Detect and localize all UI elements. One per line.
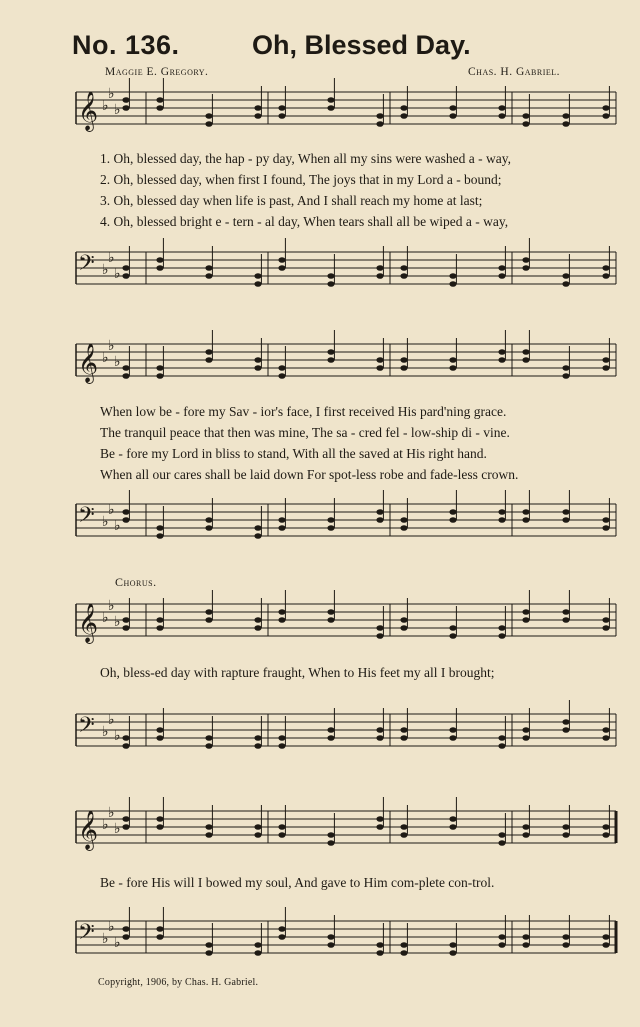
note-head xyxy=(205,824,212,830)
note-head xyxy=(562,824,569,830)
note-head xyxy=(278,365,285,371)
note-head xyxy=(205,349,212,355)
note-head xyxy=(327,609,334,615)
flat-icon: ♭ xyxy=(102,817,109,833)
lyric-line: 4. Oh, blessed bright e - tern - al day, When tears shall all be wiped a - way, xyxy=(100,214,509,229)
note-head xyxy=(156,816,163,822)
note-head xyxy=(278,113,285,119)
note-head xyxy=(400,727,407,733)
note-head xyxy=(522,509,529,515)
note-head xyxy=(498,273,505,279)
note-head xyxy=(327,281,334,287)
note-head xyxy=(522,357,529,363)
note-head xyxy=(400,625,407,631)
note-head xyxy=(205,121,212,127)
note-head xyxy=(498,517,505,523)
note-head xyxy=(156,97,163,103)
lyric-line: When all our cares shall be laid down For spot-less robe and fade-less crown. xyxy=(100,467,519,482)
note-head xyxy=(254,525,261,531)
note-head xyxy=(449,113,456,119)
note-head xyxy=(205,525,212,531)
note-head xyxy=(562,517,569,523)
note-head xyxy=(602,625,609,631)
note-head xyxy=(400,617,407,623)
note-head xyxy=(327,273,334,279)
note-head xyxy=(498,113,505,119)
note-head xyxy=(278,832,285,838)
note-head xyxy=(376,942,383,948)
note-head xyxy=(562,609,569,615)
note-head xyxy=(205,113,212,119)
note-head xyxy=(498,735,505,741)
note-head xyxy=(254,824,261,830)
note-head xyxy=(376,273,383,279)
note-head xyxy=(400,832,407,838)
note-head xyxy=(449,517,456,523)
note-head xyxy=(376,121,383,127)
note-head xyxy=(522,617,529,623)
note-head xyxy=(498,509,505,515)
note-head xyxy=(376,509,383,515)
note-head xyxy=(278,934,285,940)
note-head xyxy=(562,509,569,515)
note-head xyxy=(122,926,129,932)
note-head xyxy=(122,265,129,271)
note-head xyxy=(122,735,129,741)
note-head xyxy=(278,525,285,531)
note-head xyxy=(327,349,334,355)
note-head xyxy=(602,617,609,623)
treble-staff xyxy=(68,338,620,383)
note-head xyxy=(278,373,285,379)
note-head xyxy=(498,633,505,639)
note-head xyxy=(278,265,285,271)
note-head xyxy=(602,934,609,940)
flat-icon: ♭ xyxy=(114,266,121,282)
note-head xyxy=(376,517,383,523)
note-head xyxy=(156,617,163,623)
note-head xyxy=(122,373,129,379)
music-system-3 xyxy=(68,600,620,760)
note-head xyxy=(156,727,163,733)
flat-icon: ♭ xyxy=(102,724,109,740)
note-head xyxy=(376,365,383,371)
note-head xyxy=(278,609,285,615)
note-head xyxy=(602,824,609,830)
note-head xyxy=(156,373,163,379)
bass-staff xyxy=(68,248,620,288)
note-head xyxy=(254,735,261,741)
note-head xyxy=(522,735,529,741)
note-head xyxy=(376,824,383,830)
note-head xyxy=(156,934,163,940)
note-head xyxy=(400,105,407,111)
music-system-4 xyxy=(68,807,620,967)
note-head xyxy=(449,735,456,741)
flat-icon: ♭ xyxy=(108,502,115,518)
note-head xyxy=(122,509,129,515)
note-head xyxy=(562,365,569,371)
bass-clef-icon: 𝄢 xyxy=(78,713,95,743)
note-head xyxy=(602,735,609,741)
composer-credit: Chas. H. Gabriel. xyxy=(468,66,561,78)
flat-icon: ♭ xyxy=(102,931,109,947)
music-system-1 xyxy=(68,88,620,293)
note-head xyxy=(327,357,334,363)
note-head xyxy=(562,273,569,279)
note-head xyxy=(449,625,456,631)
note-head xyxy=(400,273,407,279)
flat-icon: ♭ xyxy=(108,805,115,821)
note-head xyxy=(327,517,334,523)
note-head xyxy=(400,942,407,948)
note-head xyxy=(327,934,334,940)
note-head xyxy=(562,934,569,940)
note-head xyxy=(400,525,407,531)
note-head xyxy=(122,625,129,631)
note-head xyxy=(254,113,261,119)
flat-icon: ♭ xyxy=(108,919,115,935)
note-head xyxy=(278,824,285,830)
note-head xyxy=(122,365,129,371)
note-head xyxy=(254,950,261,956)
note-head xyxy=(602,273,609,279)
flat-icon: ♭ xyxy=(114,728,121,744)
treble-staff xyxy=(68,86,620,131)
note-head xyxy=(498,349,505,355)
note-head xyxy=(522,349,529,355)
bass-staff xyxy=(68,500,620,540)
music-system-2 xyxy=(68,340,620,545)
treble-staff xyxy=(68,805,620,850)
note-head xyxy=(156,365,163,371)
copyright-notice: Copyright, 1906, by Chas. H. Gabriel. xyxy=(98,977,259,988)
note-head xyxy=(156,926,163,932)
note-head xyxy=(327,525,334,531)
lyric-line: 2. Oh, blessed day, when first I found, The joys that in my Lord a - bound; xyxy=(100,172,502,187)
note-head xyxy=(522,113,529,119)
note-head xyxy=(205,517,212,523)
note-head xyxy=(205,735,212,741)
note-head xyxy=(498,743,505,749)
bass-clef-icon: 𝄢 xyxy=(78,920,95,950)
flat-icon: ♭ xyxy=(102,262,109,278)
note-head xyxy=(205,832,212,838)
note-head xyxy=(449,357,456,363)
note-head xyxy=(498,357,505,363)
note-head xyxy=(205,609,212,615)
note-head xyxy=(254,273,261,279)
note-head xyxy=(522,832,529,838)
note-head xyxy=(498,625,505,631)
note-head xyxy=(449,816,456,822)
note-head xyxy=(449,727,456,733)
lyric-line: The tranquil peace that then was mine, The sa - cred fel - low-ship di - vine. xyxy=(100,425,510,440)
flat-icon: ♭ xyxy=(114,102,121,118)
note-head xyxy=(122,816,129,822)
note-head xyxy=(522,609,529,615)
treble-clef-icon: 𝄞 xyxy=(78,603,99,643)
note-head xyxy=(400,113,407,119)
note-head xyxy=(156,265,163,271)
note-head xyxy=(449,633,456,639)
note-head xyxy=(254,281,261,287)
flat-icon: ♭ xyxy=(114,821,121,837)
note-head xyxy=(327,735,334,741)
note-head xyxy=(122,934,129,940)
treble-clef-icon: 𝄞 xyxy=(78,810,99,850)
note-head xyxy=(522,121,529,127)
note-head xyxy=(498,840,505,846)
note-head xyxy=(602,517,609,523)
note-head xyxy=(205,950,212,956)
note-head xyxy=(522,824,529,830)
bass-staff xyxy=(68,917,620,957)
flat-icon: ♭ xyxy=(114,614,121,630)
note-head xyxy=(602,365,609,371)
lyric-line: 1. Oh, blessed day, the hap - py day, When all my sins were washed a - way, xyxy=(100,151,512,166)
flat-icon: ♭ xyxy=(108,86,115,102)
note-head xyxy=(400,950,407,956)
note-head xyxy=(400,365,407,371)
note-head xyxy=(205,743,212,749)
note-head xyxy=(602,357,609,363)
note-head xyxy=(498,942,505,948)
note-head xyxy=(122,617,129,623)
note-head xyxy=(602,727,609,733)
note-head xyxy=(449,105,456,111)
note-head xyxy=(400,265,407,271)
note-head xyxy=(254,625,261,631)
note-head xyxy=(522,265,529,271)
note-head xyxy=(122,517,129,523)
note-head xyxy=(602,265,609,271)
flat-icon: ♭ xyxy=(114,354,121,370)
lyricist-credit: Maggie E. Gregory. xyxy=(105,66,209,78)
note-head xyxy=(327,97,334,103)
note-head xyxy=(400,824,407,830)
note-head xyxy=(602,525,609,531)
note-head xyxy=(254,105,261,111)
note-head xyxy=(376,113,383,119)
note-head xyxy=(278,105,285,111)
note-head xyxy=(376,727,383,733)
note-head xyxy=(449,942,456,948)
note-head xyxy=(400,357,407,363)
note-head xyxy=(156,525,163,531)
note-head xyxy=(522,257,529,263)
note-head xyxy=(205,265,212,271)
lyric-line: Be - fore my Lord in bliss to stand, With all the saved at His right hand. xyxy=(100,446,487,461)
note-head xyxy=(327,832,334,838)
note-head xyxy=(254,365,261,371)
bass-staff xyxy=(68,710,620,750)
note-head xyxy=(278,617,285,623)
note-head xyxy=(278,517,285,523)
note-head xyxy=(562,727,569,733)
lyric-line: 3. Oh, blessed day when life is past, And I shall reach my home at last; xyxy=(100,193,483,208)
note-head xyxy=(376,950,383,956)
note-head xyxy=(254,617,261,623)
note-head xyxy=(498,934,505,940)
flat-icon: ♭ xyxy=(108,598,115,614)
bass-clef-icon: 𝄢 xyxy=(78,503,95,533)
flat-icon: ♭ xyxy=(108,712,115,728)
note-head xyxy=(498,265,505,271)
note-head xyxy=(602,113,609,119)
note-head xyxy=(602,832,609,838)
note-head xyxy=(254,357,261,363)
note-head xyxy=(562,281,569,287)
lyric-line: When low be - fore my Sav - ior's face, I first received His pard'ning grace. xyxy=(100,404,507,419)
note-head xyxy=(522,934,529,940)
note-head xyxy=(278,735,285,741)
flat-icon: ♭ xyxy=(114,518,121,534)
note-head xyxy=(602,942,609,948)
note-head xyxy=(449,509,456,515)
note-head xyxy=(327,942,334,948)
note-head xyxy=(400,517,407,523)
note-head xyxy=(376,265,383,271)
flat-icon: ♭ xyxy=(102,98,109,114)
note-head xyxy=(449,281,456,287)
note-head xyxy=(156,533,163,539)
note-head xyxy=(562,373,569,379)
note-head xyxy=(254,743,261,749)
note-head xyxy=(122,273,129,279)
note-head xyxy=(400,735,407,741)
hymn-title: Oh, Blessed Day. xyxy=(252,30,471,60)
note-head xyxy=(156,105,163,111)
note-head xyxy=(562,719,569,725)
note-head xyxy=(205,357,212,363)
note-head xyxy=(376,816,383,822)
note-head xyxy=(156,625,163,631)
note-head xyxy=(156,735,163,741)
note-head xyxy=(327,617,334,623)
flat-icon: ♭ xyxy=(108,250,115,266)
note-head xyxy=(562,121,569,127)
flat-icon: ♭ xyxy=(108,338,115,354)
note-head xyxy=(327,840,334,846)
note-head xyxy=(205,273,212,279)
note-head xyxy=(122,824,129,830)
note-head xyxy=(278,926,285,932)
note-head xyxy=(254,832,261,838)
note-head xyxy=(562,942,569,948)
note-head xyxy=(156,257,163,263)
note-head xyxy=(562,617,569,623)
chorus-label: Chorus. xyxy=(115,575,157,589)
hymn-number: No. 136. xyxy=(72,30,180,60)
note-head xyxy=(498,105,505,111)
note-head xyxy=(278,257,285,263)
lyric-line: Be - fore His will I bowed my soul, And gave to Him com-plete con-trol. xyxy=(100,875,495,890)
note-head xyxy=(254,942,261,948)
flat-icon: ♭ xyxy=(102,514,109,530)
note-head xyxy=(376,357,383,363)
note-head xyxy=(522,727,529,733)
lyric-line: Oh, bless-ed day with rapture fraught, When to His feet my all I brought; xyxy=(100,665,495,680)
note-head xyxy=(122,105,129,111)
flat-icon: ♭ xyxy=(114,935,121,951)
note-head xyxy=(562,832,569,838)
note-head xyxy=(522,942,529,948)
note-head xyxy=(376,735,383,741)
note-head xyxy=(327,105,334,111)
treble-clef-icon: 𝄞 xyxy=(78,91,99,131)
bass-clef-icon: 𝄢 xyxy=(78,251,95,281)
note-head xyxy=(278,743,285,749)
note-head xyxy=(449,365,456,371)
note-head xyxy=(122,743,129,749)
note-head xyxy=(327,727,334,733)
treble-clef-icon: 𝄞 xyxy=(78,343,99,383)
note-head xyxy=(449,273,456,279)
note-head xyxy=(376,625,383,631)
flat-icon: ♭ xyxy=(102,350,109,366)
note-head xyxy=(562,113,569,119)
note-head xyxy=(602,105,609,111)
note-head xyxy=(498,832,505,838)
note-head xyxy=(449,824,456,830)
note-head xyxy=(449,950,456,956)
note-head xyxy=(522,517,529,523)
note-head xyxy=(122,97,129,103)
note-head xyxy=(376,633,383,639)
note-head xyxy=(205,942,212,948)
treble-staff xyxy=(68,598,620,643)
note-head xyxy=(254,533,261,539)
flat-icon: ♭ xyxy=(102,610,109,626)
note-head xyxy=(156,824,163,830)
note-head xyxy=(205,617,212,623)
